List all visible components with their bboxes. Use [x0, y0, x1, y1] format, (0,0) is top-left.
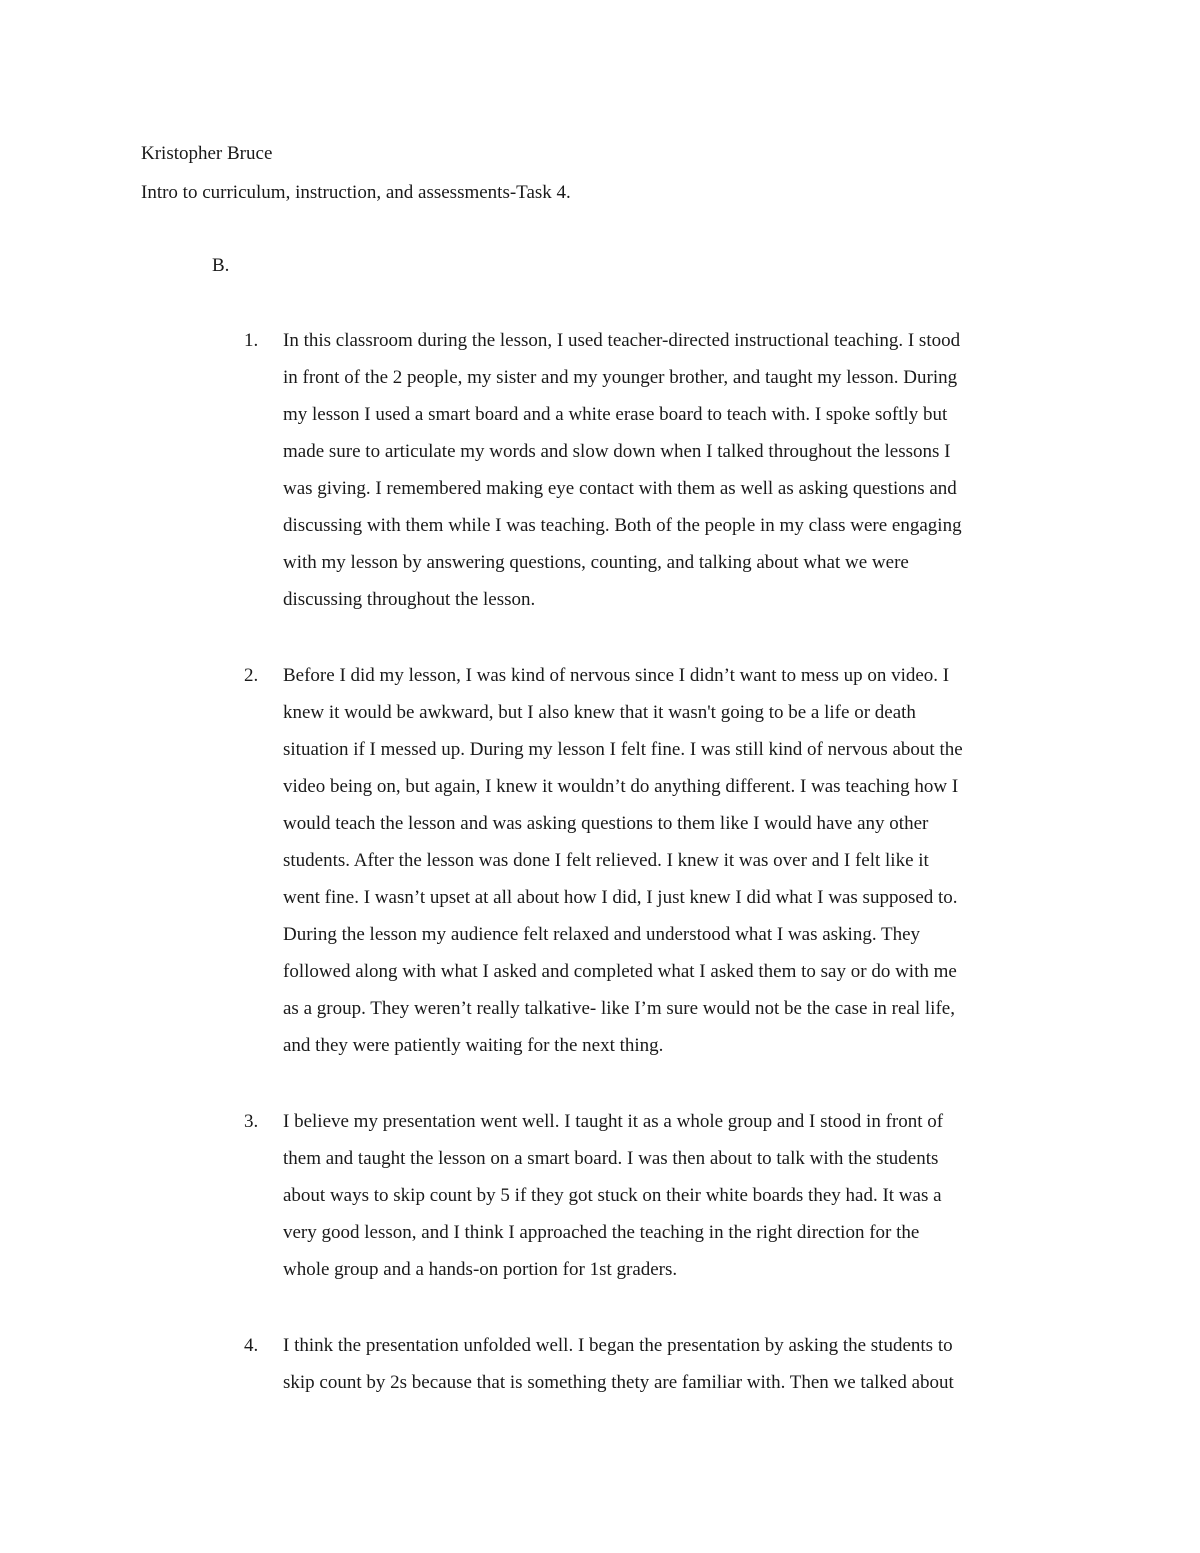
list-item-number: 2. [244, 665, 259, 686]
list-item-text: Before I did my lesson, I was kind of nervous since I didn’t want to mess up on video. I knew it would be awkward, but I also knew that it wasn't going to be a life or death situation if I messed up. During my lesson I felt fine. I was still kind of nervous about the video being on, but again, I knew it wouldn’t do anything different. I was teaching how I would teach the lesson and was asking questions to them like I would have any other students. After the lesson was done I felt relieved. I knew it was over and I felt like it went fine. I wasn’t upset at all about how I did, I just knew I did what I was supposed to. During the lesson my audience felt relaxed and understood what I was asking. They followed along with what I asked and completed what I asked them to say or do with me as a group. They weren’t really talkative- like I’m sure would not be the case in real life, and they were patiently waiting for the next thing. [283, 665, 963, 1056]
section-label: B. [212, 255, 230, 276]
list-item-text: I believe my presentation went well. I taught it as a whole group and I stood in front of them and taught the lesson on a smart board. I was then about to talk with the students about ways to skip count by 5 if they got stuck on their white boards they had. It was a very good lesson, and I think I approached the teaching in the right direction for the whole group and a hands-on portion for 1st graders. [283, 1111, 944, 1280]
author-name: Kristopher Bruce [141, 143, 273, 164]
list-item-number: 3. [244, 1111, 259, 1132]
list-item-number: 1. [244, 330, 259, 351]
list-item-text: I think the presentation unfolded well. I began the presentation by asking the students to skip count by 2s because that is something thety are familiar with. Then we talked about [283, 1335, 954, 1393]
course-title: Intro to curriculum, instruction, and assessments-Task 4. [141, 182, 571, 203]
list-item-text: In this classroom during the lesson, I used teacher-directed instructional teaching. I stood in front of the 2 people, my sister and my younger brother, and taught my lesson. During my lesson I used a smart board and a white erase board to teach with. I spoke softly but made sure to articulate my words and slow down when I talked throughout the lessons I was giving. I remembered making eye contact with them as well as asking questions and discussing with them while I was teaching. Both of the people in my class were engaging with my lesson by answering questions, counting, and talking about what we were discussing throughout the lesson. [283, 330, 962, 610]
list-item-number: 4. [244, 1335, 259, 1356]
